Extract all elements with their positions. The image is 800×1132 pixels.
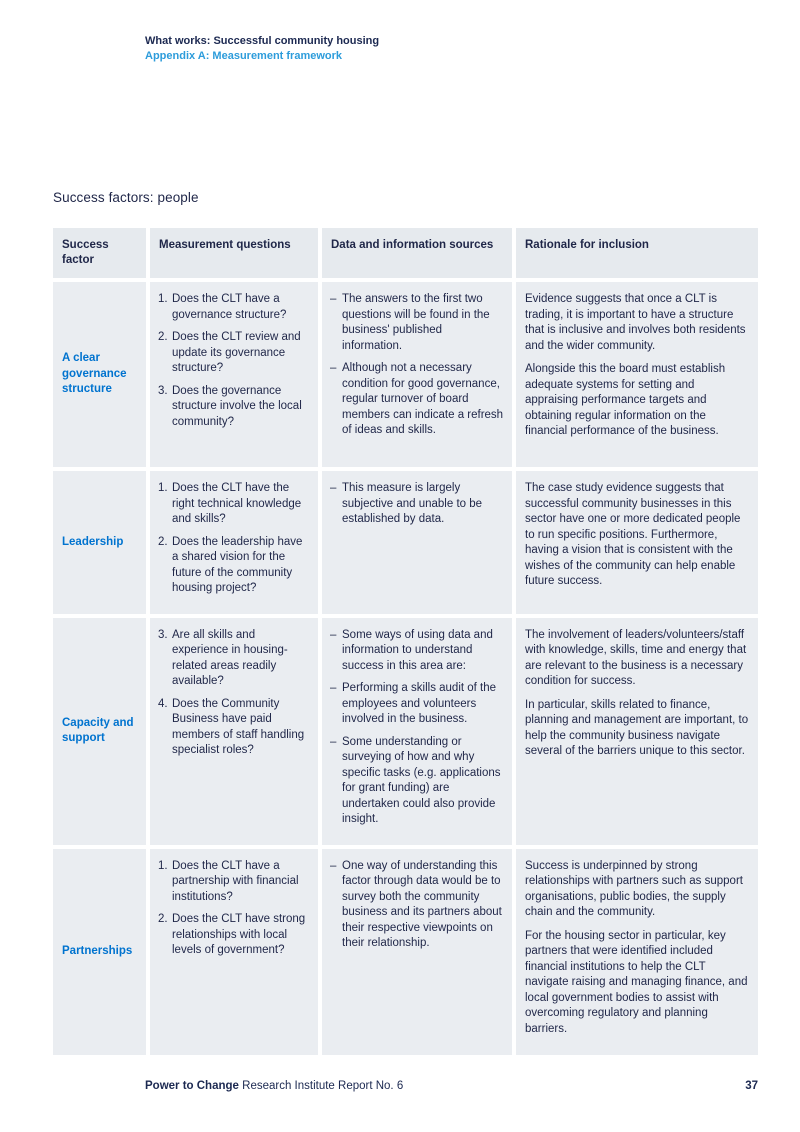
table-row-factor-governance (53, 282, 146, 467)
footer-report-name: Research Institute Report No. 6 (242, 1080, 404, 1092)
question-item: 1. Does the CLT have a governance structure? (158, 293, 287, 321)
page-number: 37 (745, 1080, 758, 1092)
question-item: 1. Does the CLT have a partnership with financial institutions? (158, 859, 299, 903)
partnerships-sources-cell (322, 849, 512, 1056)
dash-bullet: – (330, 628, 337, 641)
source-item: – Some understanding or surveying of how and why specific tasks (e.g. applications for grant funding) are undertaken could also provide insight. (330, 735, 504, 828)
footer-report-title (145, 1080, 403, 1092)
dash-bullet: – (330, 482, 337, 494)
source-item: – The answers to the first two questions will be found in the business' published information. (330, 292, 504, 354)
factor-label: Capacity and support (62, 716, 134, 744)
column-header-rationale: Rationale for inclusion (516, 228, 758, 278)
source-item: – This measure is largely subjective and unable to be established by data. (330, 481, 504, 528)
leadership-sources-cell (322, 471, 512, 614)
rationale-paragraph: The involvement of leaders/volunteers/staff with knowledge, skills, time and energy that are relevant to the business is a necessary condition for success. (525, 628, 747, 687)
question-item: 2. Does the leadership have a shared vision for the future of the community housing project? (158, 535, 303, 594)
success-factors-table (53, 228, 758, 1055)
rationale-paragraph: The case study evidence suggests that successful community businesses in this sector have one or more dedicated people to run specific positions. Furthermore, having a vision that is consistent with the wishes of the community can help enable future success. (525, 482, 741, 587)
dash-bullet: – (330, 293, 337, 305)
leadership-rationale-cell (516, 471, 758, 614)
factor-label: Leadership (62, 535, 124, 548)
footer-brand: Power to Change (145, 1080, 239, 1092)
partnerships-questions-cell (150, 849, 318, 1056)
governance-questions-cell (150, 282, 318, 467)
rationale-paragraph: For the housing sector in particular, key partners that were identified included financial institutions to help the CLT navigate raising and managing finance, and local government bodies to assist with overcoming regulatory and planning barriers. (525, 929, 748, 1035)
dash-bullet: – (330, 682, 337, 694)
governance-rationale-cell (516, 282, 758, 467)
source-item: – Performing a skills audit of the employees and volunteers involved in the business. (330, 681, 504, 728)
question-item: 3. Does the governance structure involve the local community? (158, 384, 302, 428)
governance-sources-cell (322, 282, 512, 467)
running-header (145, 34, 379, 64)
section-title: Success factors: people (53, 190, 199, 205)
page-footer (145, 1080, 758, 1092)
rationale-paragraph: In particular, skills related to finance, planning and management are important, to help the community business navigate several of the barriers unique to this sector. (525, 698, 749, 757)
appendix-subtitle: Appendix A: Measurement framework (145, 50, 343, 62)
question-item: 1. Does the CLT have the right technical knowledge and skills? (158, 482, 302, 525)
question-item: 3. Are all skills and experience in housing-related areas readily available? (158, 628, 288, 687)
rationale-paragraph: Alongside this the board must establish adequate systems for setting and appraising performance targets and obtaining regular information on the financial performance of the business. (525, 363, 726, 437)
capacity-rationale-cell (516, 618, 758, 845)
column-header-success-factor: Success factor (53, 228, 146, 278)
factor-label: Partnerships (62, 945, 133, 957)
column-header-measurement-questions: Measurement questions (150, 228, 318, 278)
column-header-data-sources: Data and information sources (322, 228, 512, 278)
capacity-questions-cell (150, 618, 318, 845)
question-item: 4. Does the Community Business have paid members of staff handling specialist roles? (158, 697, 305, 756)
source-item: – One way of understanding this factor through data would be to survey both the community business and its partners about their respective viewpoints on their relationship. (330, 859, 504, 952)
table-row-factor-leadership (53, 471, 146, 614)
source-item: – Some ways of using data and information to understand success in this area are: (330, 628, 504, 675)
table-row-factor-capacity (53, 618, 146, 845)
rationale-paragraph: Success is underpinned by strong relationships with partners such as support organisations, public bodies, the supply chain and the community. (525, 859, 743, 918)
source-item: – Although not a necessary condition for good governance, regular turnover of board members can indicate a refresh of ideas and skills. (330, 361, 504, 439)
capacity-sources-cell (322, 618, 512, 845)
question-item: 2. Does the CLT have strong relationships with local levels of government? (158, 913, 306, 956)
factor-label: A clear governance structure (62, 352, 127, 396)
question-item: 2. Does the CLT review and update its governance structure? (158, 331, 301, 374)
leadership-questions-cell (150, 471, 318, 614)
partnerships-rationale-cell (516, 849, 758, 1056)
dash-bullet: – (330, 735, 337, 748)
dash-bullet: – (330, 859, 337, 872)
document-title: What works: Successful community housing (145, 35, 380, 47)
dash-bullet: – (330, 362, 337, 374)
table-row-factor-partnerships (53, 849, 146, 1056)
rationale-paragraph: Evidence suggests that once a CLT is trading, it is important to have a structure that is inclusive and involves both residents and the wider community. (525, 293, 746, 352)
